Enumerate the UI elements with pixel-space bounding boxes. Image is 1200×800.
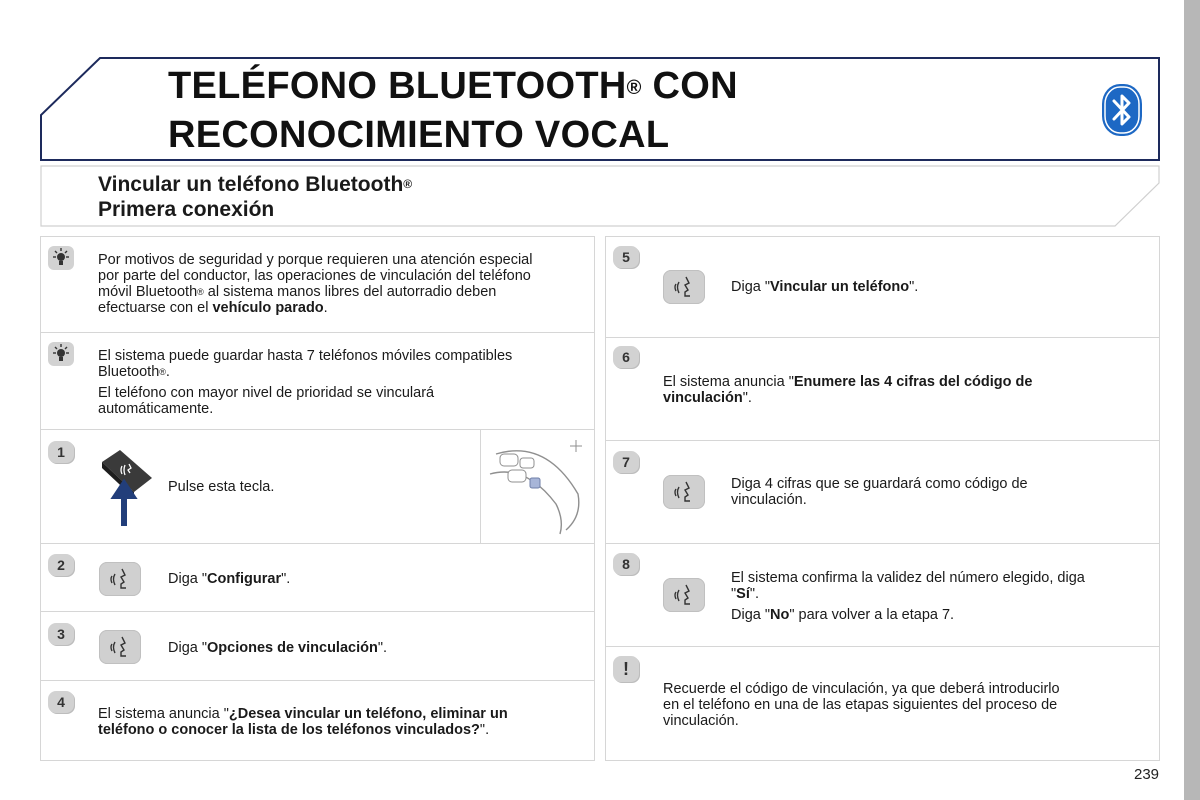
step5-text: Diga "Vincular un teléfono". — [731, 279, 919, 295]
divider — [605, 440, 1160, 441]
voice-command-icon — [663, 475, 705, 509]
page-number: 239 — [1134, 766, 1160, 783]
divider — [40, 680, 595, 681]
tip-capacity-text: El sistema puede guardar hasta 7 teléfonos móviles compatibles Bluetooth®. El teléfono con mayor nivel de prioridad se vinculará automáticamente. — [98, 348, 513, 417]
voice-command-icon — [663, 578, 705, 612]
voice-key-button-icon — [98, 448, 154, 526]
step3-text: Diga "Opciones de vinculación". — [168, 640, 388, 656]
divider — [605, 337, 1160, 338]
page-edge-bar — [1184, 0, 1200, 800]
divider — [40, 611, 595, 612]
bluetooth-icon — [1102, 84, 1142, 136]
step2-text: Diga "Configurar". — [168, 571, 291, 587]
section-title: Vincular un teléfono Bluetooth® Primera conexión — [98, 173, 413, 221]
step1-text: Pulse esta tecla. — [168, 479, 275, 495]
page-title: TELÉFONO BLUETOOTH® CON RECONOCIMIENTO VOCAL — [168, 65, 738, 156]
divider — [40, 543, 595, 544]
step-number-badge: 7 — [613, 451, 639, 473]
step-number-badge: 1 — [48, 441, 74, 463]
warning-badge: ! — [613, 656, 639, 682]
steering-wheel-icon — [486, 434, 588, 538]
divider — [40, 332, 595, 333]
divider — [605, 543, 1160, 544]
voice-command-icon — [99, 630, 141, 664]
step-number-badge: 4 — [48, 691, 74, 713]
warning-text: Recuerde el código de vinculación, ya que deberá introducirlo en el teléfono en una de las etapas siguientes del proceso de vinculación. — [663, 681, 1060, 729]
step8-text: El sistema confirma la validez del número elegido, diga "Sí". Diga "No" para volver a la etapa 7. — [731, 570, 1085, 623]
step6-text: El sistema anuncia "Enumere las 4 cifras del código de vinculación". — [663, 374, 1033, 406]
voice-command-icon — [663, 270, 705, 304]
voice-command-icon — [99, 562, 141, 596]
step-number-badge: 6 — [613, 346, 639, 368]
step7-text: Diga 4 cifras que se guardará como código de vinculación. — [731, 476, 1028, 508]
lightbulb-tip-icon — [48, 342, 74, 366]
step-number-badge: 3 — [48, 623, 74, 645]
lightbulb-tip-icon — [48, 246, 74, 270]
divider — [605, 646, 1160, 647]
divider — [480, 429, 481, 543]
step-number-badge: 8 — [613, 553, 639, 575]
step4-text: El sistema anuncia "¿Desea vincular un teléfono, eliminar un teléfono o conocer la lista de los teléfonos vinculados?". — [98, 706, 508, 738]
step-number-badge: 5 — [613, 246, 639, 268]
tip-safety-text: Por motivos de seguridad y porque requieren una atención especial por parte del conductor, las operaciones de vinculación del teléfono móvil Bluetooth® al sistema manos libres del autorradio deben efectuarse con el vehículo parado. — [98, 252, 533, 316]
divider — [40, 429, 595, 430]
step-number-badge: 2 — [48, 554, 74, 576]
